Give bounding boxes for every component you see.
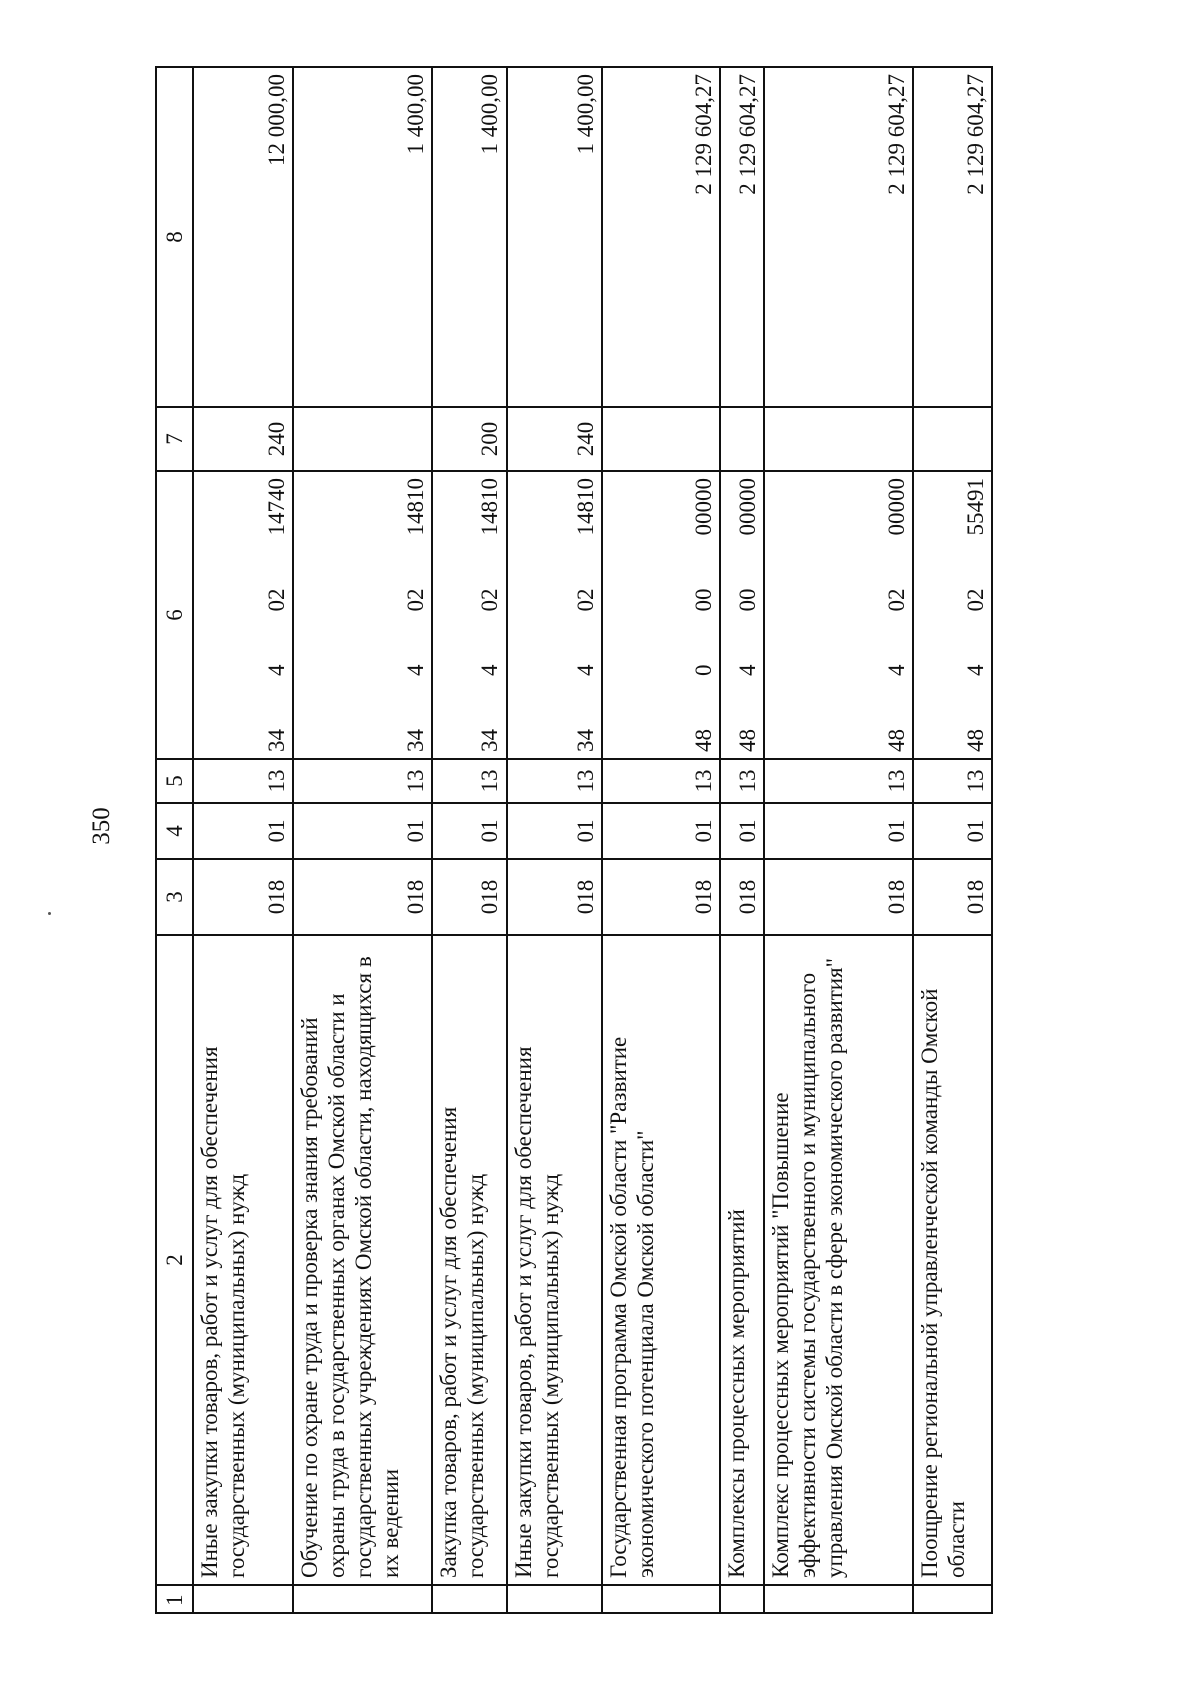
code-part: 4 [884,664,909,676]
row-amount-cell: 1 400,00 [507,67,602,407]
row-amount-cell: 2 129 604,27 [764,67,913,407]
row-amount-cell: 2 129 604,27 [913,67,992,407]
row-amount-cell: 1 400,00 [293,67,432,407]
header-cell: 6 [156,471,193,759]
row-col5-cell: 13 [913,759,992,803]
code-part: 00000 [734,478,760,536]
row-amount-cell: 2 129 604,27 [602,67,720,407]
code-part: 4 [263,664,289,676]
row-col7-cell [602,407,720,471]
code-part: 4 [402,664,428,676]
row-name-cell: Поощрение региональной управленческой команды Омской области [913,935,992,1585]
code-part: 02 [402,588,428,612]
code-part: 02 [263,588,289,612]
code-part: 34 [477,729,503,752]
row-name-cell: Комплекс процессных мероприятий "Повышение эффективности системы государственного и муниципального управления Омской области в сфере экономического развития" [764,935,913,1585]
code-part: 34 [263,729,289,752]
budget-table-frame [155,68,993,1614]
row-col6-cell [507,471,602,759]
row-col6-cell [432,471,507,759]
row-index-cell [720,1585,764,1613]
row-col3-cell: 018 [507,859,602,935]
code-part: 55491 [962,478,988,536]
code-part: 48 [691,729,717,752]
row-index-cell [913,1585,992,1613]
row-amount-cell: 12 000,00 [193,67,293,407]
code-part: 48 [884,729,909,752]
row-col6-cell [913,471,992,759]
header-cell: 7 [156,407,193,471]
row-col7-cell [293,407,432,471]
row-index-cell [602,1585,720,1613]
table-row [193,67,293,1613]
code-part: 4 [962,664,988,676]
row-col5-cell: 13 [193,759,293,803]
row-col7-cell [720,407,764,471]
row-name-cell: Иные закупки товаров, работ и услуг для обеспечения государственных (муниципальных) нужд [193,935,293,1585]
row-col6-cell [193,471,293,759]
row-col4-cell: 01 [293,803,432,859]
row-index-cell [507,1585,602,1613]
scan-speck [48,912,51,915]
table-header-row [156,67,193,1613]
header-cell: 1 [156,1585,193,1613]
row-col5-cell: 13 [720,759,764,803]
row-index-cell [193,1585,293,1613]
table-row [602,67,720,1613]
code-part: 02 [962,588,988,612]
row-col4-cell: 01 [720,803,764,859]
page-number: 350 [88,807,115,845]
row-index-cell [764,1585,913,1613]
code-part: 00 [691,588,717,612]
row-col6-cell [764,471,913,759]
table-row [913,67,992,1613]
table-row [293,67,432,1613]
row-col6-cell [602,471,720,759]
row-col4-cell: 01 [764,803,913,859]
header-cell: 5 [156,759,193,803]
code-part: 02 [477,588,503,612]
row-col4-cell: 01 [913,803,992,859]
row-col4-cell: 01 [432,803,507,859]
code-part: 14810 [477,478,503,536]
code-part: 4 [477,664,503,676]
row-index-cell [432,1585,507,1613]
row-col6-cell [720,471,764,759]
row-col5-cell: 13 [602,759,720,803]
code-part: 48 [962,729,988,752]
row-col5-cell: 13 [293,759,432,803]
row-col3-cell: 018 [602,859,720,935]
row-amount-cell: 2 129 604,27 [720,67,764,407]
row-col5-cell: 13 [432,759,507,803]
row-col3-cell: 018 [913,859,992,935]
code-part: 14810 [402,478,428,536]
code-part: 4 [572,664,598,676]
row-amount-cell: 1 400,00 [432,67,507,407]
row-col3-cell: 018 [764,859,913,935]
row-col7-cell [913,407,992,471]
row-name-cell: Иные закупки товаров, работ и услуг для обеспечения государственных (муниципальных) нужд [507,935,602,1585]
code-part: 0 [691,664,717,676]
row-col4-cell: 01 [193,803,293,859]
code-part: 48 [734,729,760,752]
row-col3-cell: 018 [193,859,293,935]
table-row [720,67,764,1613]
row-col7-cell: 240 [507,407,602,471]
row-name-cell: Комплексы процессных мероприятий [720,935,764,1585]
row-col7-cell: 200 [432,407,507,471]
code-part: 34 [572,729,598,752]
code-part: 02 [884,588,909,612]
row-name-cell: Закупка товаров, работ и услуг для обеспечения государственных (муниципальных) нужд [432,935,507,1585]
table-row [507,67,602,1613]
code-part: 00 [734,588,760,612]
code-part: 00000 [884,478,909,536]
header-cell: 2 [156,935,193,1585]
header-cell: 3 [156,859,193,935]
code-part: 34 [402,729,428,752]
row-col4-cell: 01 [507,803,602,859]
row-col6-cell [293,471,432,759]
code-part: 14740 [263,478,289,536]
row-col5-cell: 13 [507,759,602,803]
budget-table [155,66,993,1614]
row-col3-cell: 018 [293,859,432,935]
table-row [432,67,507,1613]
row-col3-cell: 018 [720,859,764,935]
table-row [764,67,913,1613]
row-index-cell [293,1585,432,1613]
row-col3-cell: 018 [432,859,507,935]
row-name-cell: Обучение по охране труда и проверка знания требований охраны труда в государственных органах Омской области и государственных учреждениях Омской области, находящихся в их ведении [293,935,432,1585]
row-col7-cell: 240 [193,407,293,471]
row-col5-cell: 13 [764,759,913,803]
code-part: 4 [734,664,760,676]
code-part: 02 [572,588,598,612]
header-cell: 8 [156,67,193,407]
code-part: 00000 [691,478,717,536]
row-name-cell: Государственная программа Омской области "Развитие экономического потенциала Омской области" [602,935,720,1585]
header-cell: 4 [156,803,193,859]
code-part: 14810 [572,478,598,536]
row-col4-cell: 01 [602,803,720,859]
row-col7-cell [764,407,913,471]
